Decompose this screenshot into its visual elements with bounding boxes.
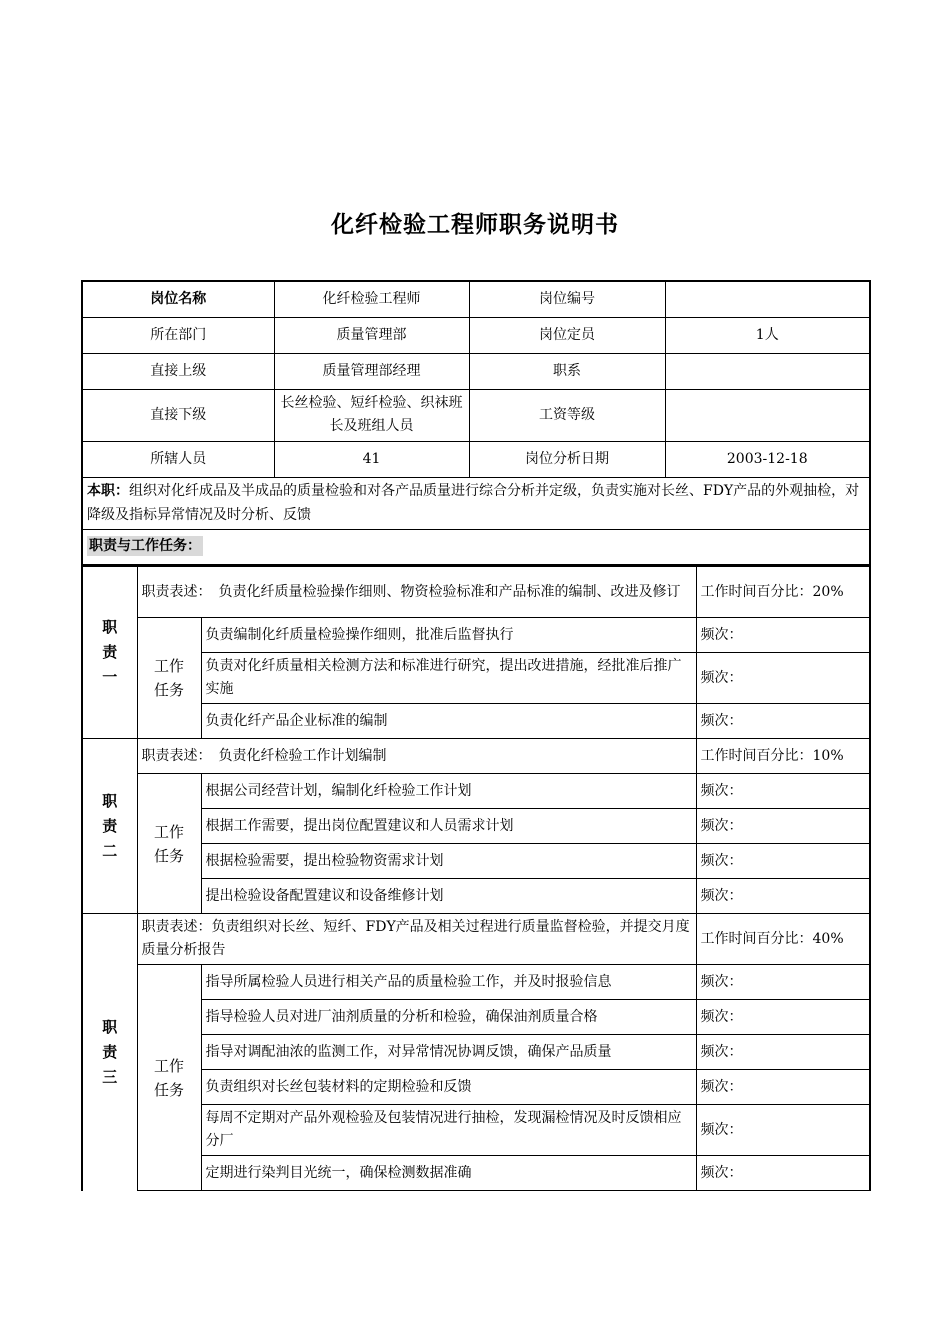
task-frequency: 频次： [696,774,870,809]
task-row [82,1156,870,1191]
task-row [82,1105,870,1156]
task-row [82,879,870,914]
duty-desc-row [82,567,870,618]
summary-row [82,477,870,529]
task-row [82,1000,870,1035]
task-text: 提出检验设备配置建议和设备维修计划 [201,879,696,914]
task-frequency: 频次： [696,1035,870,1070]
duty-desc-row [82,914,870,965]
info-key: 直接下级 [82,389,274,441]
task-row [82,774,870,809]
info-key: 所辖人员 [82,441,274,477]
duties-table [81,566,871,1191]
duty-desc-row [82,739,870,774]
duties-header [82,529,870,565]
task-text: 指导对调配油浓的监测工作，对异常情况协调反馈，确保产品质量 [201,1035,696,1070]
info-value: 质量管理部经理 [274,353,469,389]
task-text: 根据检验需要，提出检验物资需求计划 [201,844,696,879]
info-row [82,441,870,477]
info-key: 岗位分析日期 [469,441,665,477]
info-key: 职系 [469,353,665,389]
info-key: 岗位名称 [82,281,274,317]
task-label-text: 工作任务 [153,822,184,865]
task-row [82,844,870,879]
time-percentage: 工作时间百分比：10% [696,739,870,774]
duty-name-text: 职责二 [102,791,118,860]
info-value: 2003-12-18 [665,441,870,477]
info-key: 工资等级 [469,389,665,441]
summary-text: 组织对化纤成品及半成品的质量检验和对各产品质量进行综合分析并定级，负责实施对长丝、FDY产品的外观抽检，对降级及指标异常情况及时分析、反馈 [87,483,860,523]
task-frequency: 频次： [696,1105,870,1156]
info-key: 直接上级 [82,353,274,389]
info-value [665,281,870,317]
duty-name [82,739,137,914]
info-value: 质量管理部 [274,317,469,353]
task-label [137,774,201,914]
info-value: 化纤检验工程师 [274,281,469,317]
task-text: 根据工作需要，提出岗位配置建议和人员需求计划 [201,809,696,844]
duty-name-text: 职责一 [102,618,118,686]
time-percentage: 工作时间百分比：20% [696,567,870,618]
time-percentage: 工作时间百分比：40% [696,914,870,965]
task-frequency: 频次： [696,879,870,914]
info-value: 41 [274,441,469,477]
task-text: 定期进行染判目光统一，确保检测数据准确 [201,1156,696,1191]
info-value [665,389,870,441]
info-row [82,317,870,353]
task-row [82,653,870,704]
info-row [82,281,870,317]
task-frequency: 频次： [696,618,870,653]
duty-name [82,567,137,739]
info-key: 岗位编号 [469,281,665,317]
info-key: 岗位定员 [469,317,665,353]
document-title: 化纤检验工程师职务说明书 [331,212,619,238]
duty-name-text: 职责三 [102,1017,118,1086]
task-frequency: 频次： [696,844,870,879]
task-label-text: 工作任务 [153,1056,184,1099]
task-text: 负责编制化纤质量检验操作细则，批准后监督执行 [201,618,696,653]
info-value [665,353,870,389]
duty-description: 职责表述： 负责化纤检验工作计划编制 [137,739,696,774]
info-row [82,389,870,441]
duties-header-label: 职责与工作任务： [89,538,201,554]
info-value: 1人 [665,317,870,353]
task-row [82,965,870,1000]
task-row [82,618,870,653]
task-frequency: 频次： [696,704,870,739]
duty-description: 职责表述： 负责化纤质量检验操作细则、物资检验标准和产品标准的编制、改进及修订 [137,567,696,618]
info-row [82,353,870,389]
info-key: 所在部门 [82,317,274,353]
task-frequency: 频次： [696,1070,870,1105]
task-text: 指导所属检验人员进行相关产品的质量检验工作，并及时报验信息 [201,965,696,1000]
task-frequency: 频次： [696,965,870,1000]
task-row [82,1035,870,1070]
task-frequency: 频次： [696,809,870,844]
task-frequency: 频次： [696,653,870,704]
duty-description: 职责表述：负责组织对长丝、短纤、FDY产品及相关过程进行质量监督检验，并提交月度质量分析报告 [137,914,696,965]
duties-header-row [82,529,870,565]
job-summary [82,477,870,529]
task-row [82,1070,870,1105]
position-info-table [81,280,871,566]
task-label [137,965,201,1191]
task-text: 负责对化纤质量相关检测方法和标准进行研究，提出改进措施，经批准后推广实施 [201,653,696,704]
task-text: 每周不定期对产品外观检验及包装情况进行抽检，发现漏检情况及时反馈相应分厂 [201,1105,696,1156]
summary-label: 本职： [87,483,129,499]
info-value: 长丝检验、短纤检验、织袜班长及班组人员 [274,389,469,441]
task-frequency: 频次： [696,1000,870,1035]
task-text: 负责组织对长丝包装材料的定期检验和反馈 [201,1070,696,1105]
duty-name [82,914,137,1191]
task-label-text: 工作任务 [153,657,184,699]
task-text: 根据公司经营计划，编制化纤检验工作计划 [201,774,696,809]
task-text: 指导检验人员对进厂油剂质量的分析和检验，确保油剂质量合格 [201,1000,696,1035]
task-text: 负责化纤产品企业标准的编制 [201,704,696,739]
task-row [82,704,870,739]
task-frequency: 频次： [696,1156,870,1191]
task-label [137,618,201,739]
task-row [82,809,870,844]
